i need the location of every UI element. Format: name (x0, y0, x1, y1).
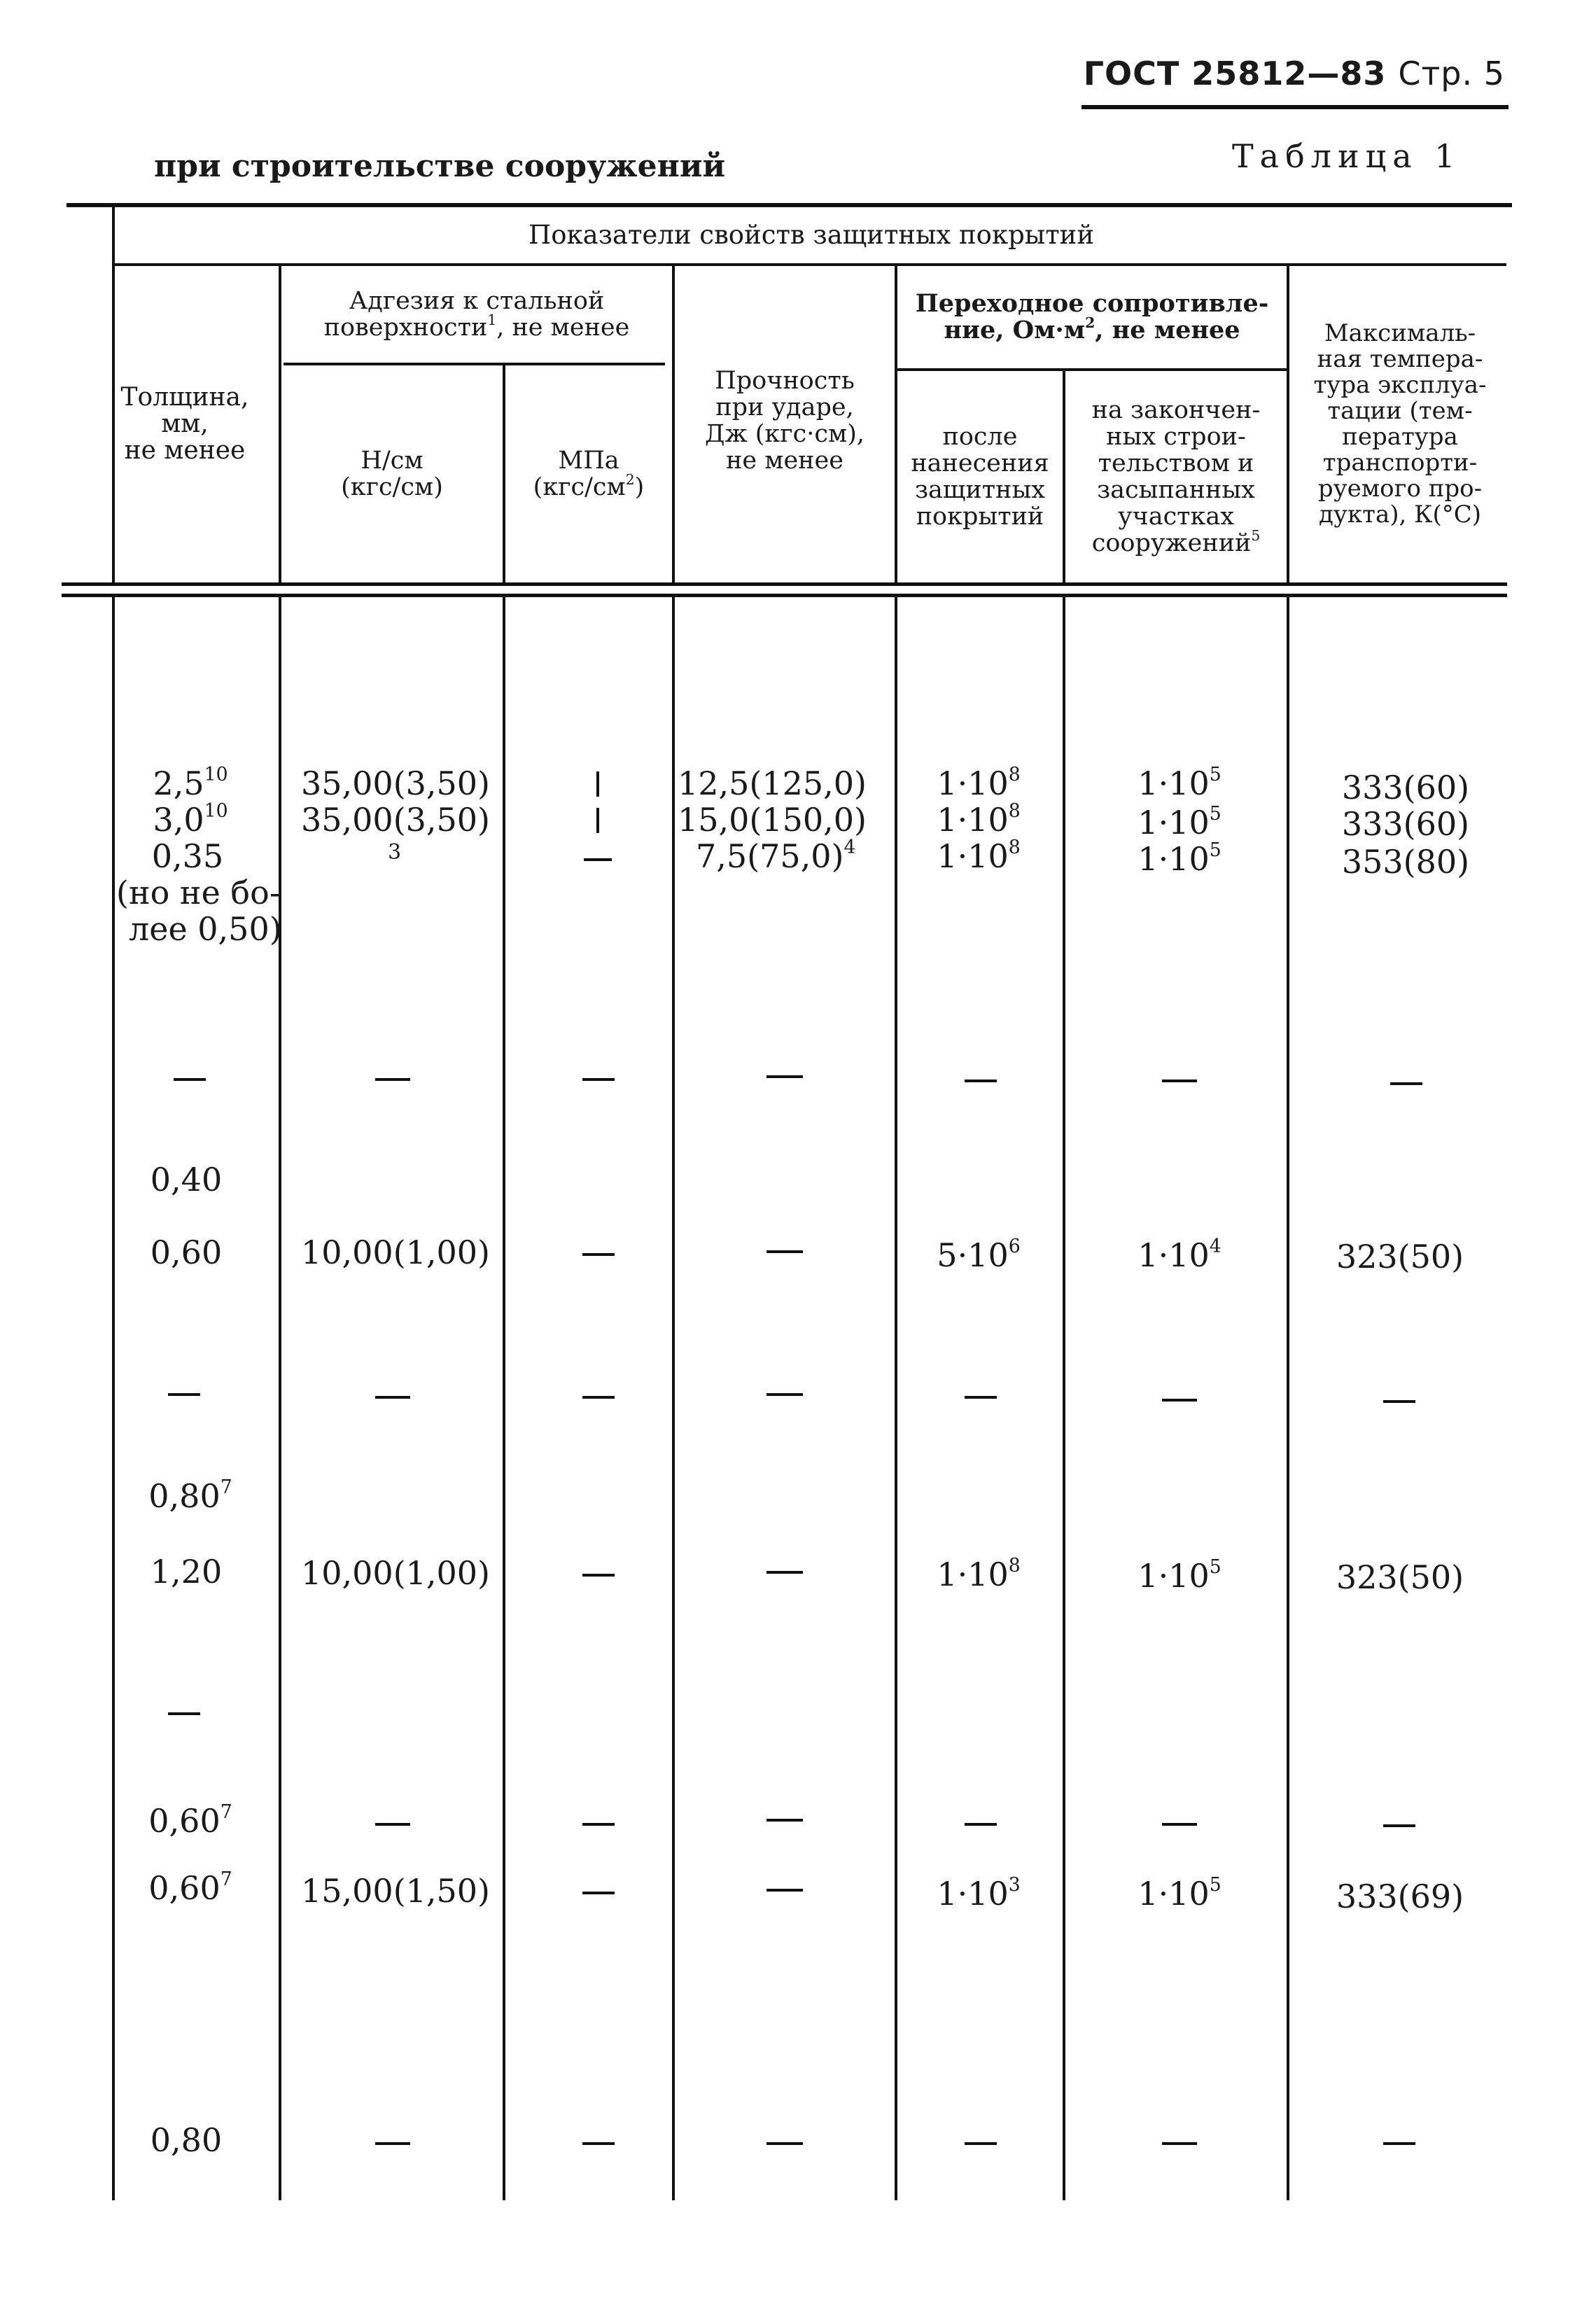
r9-impact-dash (766, 1571, 803, 1574)
r11-temp-dash (1383, 1824, 1415, 1827)
r11-res-after-dash (965, 1823, 997, 1826)
adhesion-mpa-suffix: ) (634, 473, 645, 501)
r3-thickness-note1: (но не бо- (116, 874, 281, 911)
r8-thickness: 0,80$^7$ (148, 1476, 232, 1515)
resistance-buried-text: на закончен- ных строи- тельством и засыпанных участках сооружений (1091, 396, 1261, 557)
table-label: Таблица 1 (1232, 137, 1462, 175)
r4-res-buried-dash (1162, 1079, 1197, 1082)
r13-res-after-dash (965, 2142, 997, 2145)
col-line-4-body (895, 597, 897, 2200)
r3-thickness-note2: лее 0,50) (129, 910, 282, 948)
r9-thickness: 1,20 (150, 1553, 223, 1591)
max-temp-header: Максималь- ная темпера- тура эксплуа- тации (тем- пература транспорти- руемого про- дукта), К(°С) (1313, 319, 1487, 529)
thickness-header: Толщина, мм, не менее (120, 383, 249, 465)
r1-res-buried: $1\cdot 10^5$ (1138, 764, 1222, 802)
r4-temp-dash (1390, 1082, 1422, 1085)
r2-res-buried: $1\cdot 10^5$ (1138, 803, 1222, 841)
r9-mpa-dash (582, 1574, 615, 1577)
adhesion-group-header (281, 266, 672, 363)
r13-thickness: 0,80 (150, 2121, 223, 2159)
r3-res-after: $1\cdot 10^8$ (937, 837, 1021, 875)
r10-thickness-dash (168, 1712, 200, 1715)
r6-thickness: 0,60 (150, 1234, 223, 1271)
resistance-buried-sup: 5 (1251, 526, 1261, 544)
group-title: Показатели свойств защитных покрытий (528, 220, 1095, 250)
adhesion-group-sup: 1 (487, 311, 497, 328)
col-line-3-body (672, 597, 675, 2200)
r5-thickness: 0,40 (150, 1161, 223, 1199)
r1-thickness: $2,5^{10}$ (153, 764, 228, 802)
col-line-0-body (112, 597, 115, 2200)
adhesion-ncm-header: Н/см (кгс/см) (341, 447, 443, 501)
r2-adhesion: 35,00(3,50) (301, 801, 491, 839)
r4-thickness-dash (174, 1078, 206, 1081)
adhesion-group-suffix: , не менее (496, 314, 630, 342)
r1-res-after: $1\cdot 10^8$ (937, 764, 1021, 802)
r13-adhesion-dash (375, 2142, 410, 2145)
header-rule (1082, 105, 1508, 109)
r12-mpa-dash (582, 1892, 615, 1894)
r6-impact-dash (766, 1250, 803, 1253)
r11-adhesion-dash (375, 1823, 410, 1826)
r4-res-after-dash (965, 1079, 997, 1082)
r2-thickness: $3,0^{10}$ (153, 800, 228, 839)
r12-impact-dash (766, 1889, 803, 1892)
r4-impact-dash (766, 1075, 803, 1078)
r2-impact: 15,0(150,0) (678, 801, 867, 839)
r12-thickness: 0,60$^7$ (148, 1868, 232, 1907)
page-header (1084, 55, 1505, 92)
r9-res-after: $1\cdot 10^8$ (937, 1555, 1021, 1593)
r2-temp: 333(60) (1341, 805, 1470, 843)
r11-impact-dash (766, 1819, 803, 1822)
header-bottom-rule-1 (62, 582, 1507, 586)
r13-mpa-dash (582, 2142, 615, 2145)
r13-impact-dash (766, 2142, 803, 2145)
r13-temp-dash (1383, 2142, 1415, 2145)
r7-res-after-dash (965, 1396, 997, 1399)
r6-res-buried: $1\cdot 10^4$ (1138, 1236, 1222, 1274)
r1-impact: 12,5(125,0) (678, 764, 867, 802)
page-number: Стр. 5 (1398, 55, 1505, 92)
resistance-after-header: после нанесения защитных покрытий (911, 423, 1049, 531)
r9-res-buried: $1\cdot 10^5$ (1138, 1556, 1222, 1595)
r11-mpa-dash (582, 1823, 615, 1826)
impact-header: Прочность при ударе, Дж (кгс·см), не менее (705, 367, 864, 475)
r1-mpa-dash (596, 771, 599, 797)
r9-adhesion: 10,00(1,00) (301, 1554, 491, 1592)
r1-temp: 333(60) (1341, 769, 1470, 806)
r4-mpa-dash (582, 1078, 615, 1081)
resistance-buried-header (1065, 371, 1287, 582)
standard-number: ГОСТ 25812—83 (1083, 55, 1387, 92)
r7-impact-dash (766, 1393, 803, 1396)
r6-adhesion: 10,00(1,00) (301, 1234, 491, 1271)
r12-adhesion: 15,00(1,50) (301, 1872, 491, 1910)
r7-adhesion-dash (375, 1396, 410, 1399)
r12-temp: 333(69) (1336, 1878, 1464, 1915)
adhesion-mpa-text: МПа (кгс/см (533, 447, 626, 501)
r3-adhesion-note: 3 (388, 840, 402, 865)
r1-adhesion: 35,00(3,50) (301, 764, 491, 802)
resistance-group-text: Переходное сопротивле- ние, Ом·м (915, 289, 1269, 344)
r11-res-buried-dash (1162, 1823, 1197, 1826)
adhesion-group-text: Адгезия к стальной поверхности (323, 287, 605, 342)
r12-res-buried: $1\cdot 10^5$ (1138, 1874, 1222, 1913)
r7-temp-dash (1383, 1400, 1415, 1403)
col-line-1-body (279, 597, 281, 2200)
r11-thickness: 0,60$^7$ (148, 1801, 232, 1840)
r9-temp: 323(50) (1336, 1558, 1464, 1596)
r3-mpa-dash (584, 858, 612, 861)
r13-res-buried-dash (1162, 2142, 1197, 2145)
r12-res-after: $1\cdot 10^3$ (937, 1874, 1021, 1913)
r3-impact: $7,5(75,0)^4$ (696, 837, 856, 875)
r7-res-buried-dash (1162, 1399, 1197, 1402)
r7-mpa-dash (582, 1396, 615, 1399)
r2-mpa-dash (596, 808, 599, 833)
r6-temp: 323(50) (1336, 1238, 1464, 1276)
r3-thickness: 0,35 (151, 837, 224, 875)
r6-mpa-dash (582, 1253, 615, 1256)
r6-res-after: $5\cdot 10^6$ (937, 1236, 1021, 1274)
col-line-6-body (1287, 597, 1289, 2200)
page-subtitle: при строительстве сооружений (154, 148, 726, 184)
adhesion-mpa-sup: 2 (625, 470, 635, 488)
r7-thickness-dash (168, 1393, 200, 1396)
r3-res-buried: $1\cdot 10^5$ (1138, 839, 1222, 878)
resistance-group-header (897, 266, 1287, 368)
col-line-2-body (503, 597, 505, 2200)
adhesion-mpa-header (505, 365, 672, 582)
r3-temp: 353(80) (1341, 843, 1470, 881)
col-line-5-body (1063, 597, 1065, 2200)
resistance-group-suffix: , не менее (1095, 316, 1240, 344)
r4-adhesion-dash (375, 1078, 410, 1081)
r2-res-after: $1\cdot 10^8$ (937, 800, 1021, 839)
resistance-group-sup: 2 (1085, 314, 1096, 331)
